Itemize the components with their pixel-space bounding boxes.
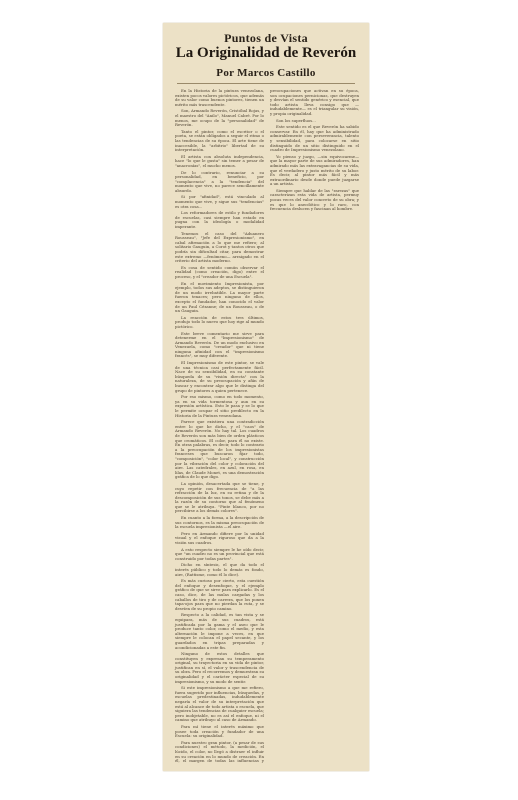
article-paragraph: Este sentido es el que Reverón ha sabido conservar. En él, hay que ha administrado admirablemente con perseverancia, talento y sensibilidad, para colocarse en sitio distinguido de un sitio distinguido en el cuadro de Impresionismo venezolano. <box>270 124 359 153</box>
newspaper-clipping <box>163 23 369 771</box>
article-paragraph: En cuanto a la forma, a la descripción de sus contornos, es la misma preocupación de la escuela impresionista —el aire. <box>175 515 264 530</box>
article-paragraph: Respecto a la calidad, es tan vista y se equipara, más de sus cuadros, está justificada por la gama y el aseo que le produce tanto color, como el medio, y esta alternación le impone a veces, en que siempre le colocan el papel secante, y los guardados en tripas preparadas y acondicionadas a este fin. <box>175 612 264 650</box>
article-paragraph: Si por "afinidad", está vinculado al momento que vive, y sigue sus "tendencias" es otra cosa... <box>175 194 264 209</box>
article-paragraph: El Impresionismo de este pintor, se vale de una técnica casi perfectamente fácil. Nace de su sensibilidad, en su constante búsqueda de su "visión directa" con la naturaleza, de su preocupación y afán de buscar y encontrar algo que le distinga del grupo de pintores a quien pertenece. <box>175 360 264 393</box>
article-paragraph: De lo contrario, renunciar a su personalidad, en beneficio, por "complacencia" a la "tendencia" del momento que vive, no parece sencillamente absurdo. <box>175 169 264 193</box>
article-paragraph: Tanto el pintor, como el escritor o el poeta, se están obligados a seguir el ritmo o las tendencias de su época. El arte tiene de inaccesible, la "arbitrio" libertad de su interpretación. <box>175 128 264 153</box>
article-paragraph: Dicho en síntesis, el que da todo el interés público y todo lo demás es fondo, aire, (Rattisme, como él lo dice). <box>175 562 264 577</box>
header-divider <box>177 83 355 84</box>
article-paragraph: Pero en Armando difiere por la unidad visual y el enfoque riguroso que da a la visión sus cuadros. <box>175 530 264 546</box>
article-paragraph: Siempre que hablar de las "rarezas" que caracterizan esta vida de artista, permuy pocas veces del valor concreto de su obra; y es que lo anecdótico y lo raro, con frecuencia deslucen y fascinan al hombre. <box>270 187 359 212</box>
article-paragraph: Parece que existiera una contradicción entre lo que he dicho, y el "caos" de Armando Reverón. No hay tal. Los cuadros de Reverón son más bien de orden plásticos que cromáticos. El color, para él no existe. En otras palabras, es decir, todo lo contrario a la preocupación de los impresionistas franceses que buscaron fijar todo, "composición", "color local", y construcción por la vibración del color y coloración del aire. Las catedrales, en azul, en rosa, en lilas, de Claude Monet, es una demostración gráfica de lo que digo. <box>175 419 264 480</box>
article-paragraph: Es más curioso por cierto, esta cuestión del enfoque y desenfoque, y el ejemplo gráfico de que se sirve para explicarlo. Es el caso, dice, de las mulas cargadas y los caballos de tiro y de carrera, que los ponen tapa-ojos para que no pierdan la ruta, y se desvíen de su propio camino. <box>175 578 264 611</box>
article-body <box>175 89 359 765</box>
article-paragraph: Ninguno de estos detalles que constituyen y expresan su temperamento original, su trayectoria en su vida de pintor, justifican en sí, el valor y trascendencia de su obra. Pero el recorremos y demuestran su originalidad y el carácter especial de su impresionismo, y su modo de sentir. <box>175 651 264 684</box>
article-paragraph: Son los superfluos... <box>276 117 316 123</box>
article-paragraph: La opinión, desacertada que se tiene, y cuyo repetir con frecuencia de "a las refracción de la luz, en su retina y de la descomposición de sus tonos, se debe más a la razón de su contorno que al fenómeno que se le atribuya. "Pinte blanco, por no percibirse a los demás colores". <box>175 480 264 514</box>
article-paragraph: Son, Armando Reverón, Cristóbal Rojas, y el maestro del "Anilo", Manuel Cabré. Por lo menos, me ocupo de la "personalidad" de Reverón. <box>175 108 264 128</box>
article-paragraph: Para mí tiene el interés máximo que posee toda creación y fundador de una Escuela: su originalidad. <box>175 724 264 739</box>
article-paragraph: El artista con absoluta independencia, hace "lo que le gusta" sin temer a pesar de "anacronías", el mucho menos. <box>175 153 264 168</box>
article-paragraph: Tenemos el caso del "Aduanero Rousseau", "Jefe del Expresionismo", en cabal afirmación a lo que me refiero; al solitario Gauguin, a Corot y tantos otros que podría sin dificultad citar, para demostrar este extremo —fenómeno— arraigado en el criterio del artista moderno. <box>175 230 264 264</box>
article-paragraph: Este breve comentario me sirve para detenerme en el "Impresionismo" de Armando Reverón. De un modo exclusivo en Venezuela, como "creador" que ni tiene ninguna afinidad con el "impresionismo francés", se muy diferente. <box>175 330 264 359</box>
article-paragraph: En la Historia de la pintura venezolana, existen pocos valores pictóricos, que además de su valor como buenos pintores, tienen un mérito más trascendente. <box>175 88 265 107</box>
article-paragraph: La reacción de estos tres últimos, produjo todo lo nuevo que hoy rige al mundo pictórico. <box>175 314 264 329</box>
article-paragraph: Yo pienso y juzgo, —sin equivocarme— que la mayor parte de sus admiradores, han admirado más las extravagancias de su vida, que el verdadero y justo mérito de su labor. Es decir, al pintor más fácil y más extraordinario desde donde puede juzgarse a un artista. <box>270 153 359 187</box>
article-headline: La Originalidad de Reverón <box>175 45 357 61</box>
article-paragraph: Por eso mismo, como en todo momento, ya en su vida tormentosa y aun en su expresión artística. Esto le pasa y se lo que le permite ocupar el sitio predilecto en la Historia de la Pintura venezolana. <box>175 394 264 418</box>
article-paragraph: Para nuestro gran pintor, (a pesar de sus condiciones) el método, la medición, el lúcido, el color, no llegó a distraer el influir en su creación en lo mundo de creación. En él, el margen de todas las influencias y preocupaciones que activan en su época, son ocupaciones pernicionas, que destruyen y desvían el sentido genérico y esencial, que todo artista lleva consigo que —indudablemente— es el triangular su visión, y propia originalidad. <box>175 88 359 764</box>
article-paragraph: Es cosa de sentido común observar el realidad (como creación, digo) entre el proceso, y el "creador de una Escuela". <box>175 264 264 279</box>
article-paragraph: En el movimiento Impresionista, por ejemplo, todos sus adeptos, se distinguieron de un modo irrebatible. La mayor parte fueron tenaces; pero ninguno de ellos, excepto el fundador, han conocido el valor de un Paul Cézanne; de un Rousseau, o de un Gauguin. <box>175 280 264 314</box>
article-paragraph: Los reformadores de estilo y fundadores de escuelas, casi siempre han estado en pugna con la ideología o modalidad imperante. <box>175 210 264 230</box>
article-paragraph: Si este impresionismo a que me refiero, fuera sugerido por influencias, búsquedas, y escuelas predestinadas, indudablemente negaría el valor de su interpretación que está al alcance de todo artista o escuela, que siguiera las tendencias de cualquier escuela; pero inobjetable, no es así el enfoque, ni el camino que atribuyo al caso de Armando. <box>175 685 264 723</box>
article-paragraph: A esto respecto siempre le he oído decir, que "un cuadro no es un provincial que está construido por todas partes". <box>175 546 264 561</box>
section-kicker: Puntos de Vista <box>224 31 308 45</box>
article-byline: Por Marcos Castillo <box>216 67 316 79</box>
